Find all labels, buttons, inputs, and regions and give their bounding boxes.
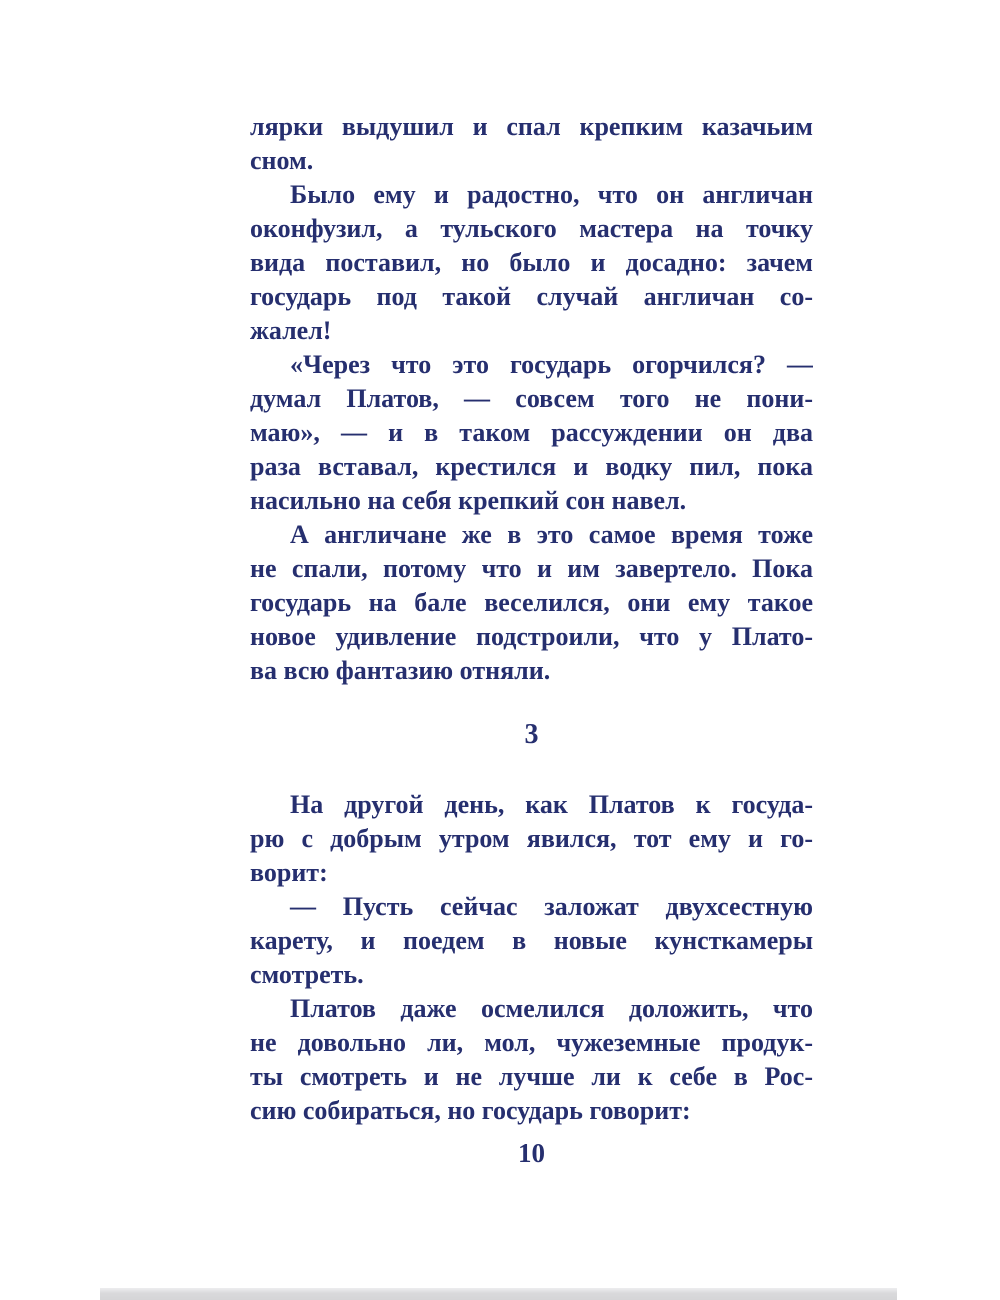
text-line: Платов даже осмелился доложить, что [290, 994, 813, 1023]
text-line: ворит: [250, 858, 328, 887]
text-line: сном. [250, 146, 314, 175]
text-line: маю», — и в таком рассуждении он два [250, 418, 813, 447]
text-line: лярки выдушил и спал крепким казачьим [250, 112, 813, 141]
text-line: раза вставал, крестился и водку пил, пока [250, 452, 813, 481]
text-line: На другой день, как Платов к госуда- [290, 790, 813, 819]
text-line: ты смотреть и не лучше ли к себе в Рос- [250, 1062, 813, 1091]
chapter-number-heading: 3 [524, 719, 539, 750]
page-number: 10 [518, 1138, 545, 1168]
paragraphs-before-heading [250, 110, 813, 688]
text-line: государь на бале веселился, они ему такое [250, 588, 813, 617]
paragraphs-after-heading [250, 788, 813, 1128]
text-line: вида поставил, но было и досадно: зачем [250, 248, 813, 277]
text-line: «Через что это государь огорчился? — [290, 350, 813, 379]
text-line: ва всю фантазию отняли. [250, 656, 551, 685]
text-line: не довольно ли, мол, чужеземные продук- [250, 1028, 813, 1057]
text-line: карету, и поедем в новые кунсткамеры [250, 926, 813, 955]
text-line: смотреть. [250, 960, 364, 989]
text-line: думал Платов, — совсем того не пони- [250, 384, 813, 413]
bottom-edge-divider [100, 1288, 897, 1300]
text-line: Было ему и радостно, что он англичан [290, 180, 813, 209]
text-block [250, 110, 813, 1170]
text-line: рю с добрым утром явился, тот ему и го- [250, 824, 813, 853]
text-line: не спали, потому что и им завертело. Пока [250, 554, 813, 583]
text-line: государь под такой случай англичан со- [250, 282, 813, 311]
text-line: оконфузил, а тульского мастера на точку [250, 214, 813, 243]
text-line: новое удивление подстроили, что у Плато- [250, 622, 813, 651]
text-line: жалел! [250, 316, 332, 345]
text-line: насильно на себя крепкий сон навел. [250, 486, 687, 515]
text-line: сию собираться, но государь говорит: [250, 1096, 691, 1125]
text-line: — Пусть сейчас заложат двухсестную [290, 892, 813, 921]
text-line: А англичане же в это самое время тоже [290, 520, 813, 549]
